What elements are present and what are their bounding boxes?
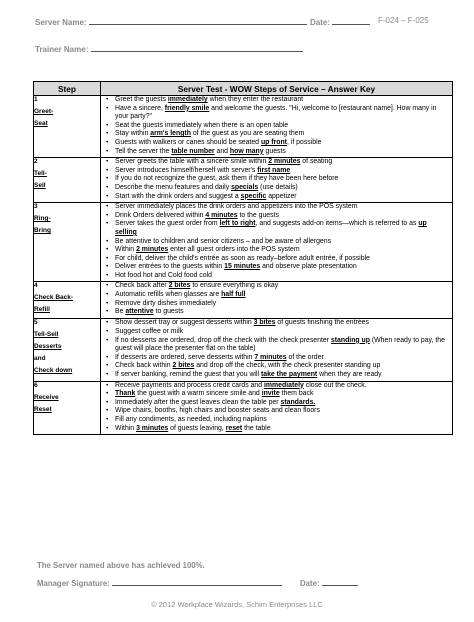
item-text: , if possible — [286, 138, 322, 146]
copyright-notice: © 2012 Workplace Wizards, Schim Enterprises LLC — [151, 600, 323, 609]
step-items-list — [101, 382, 452, 435]
server-name-label: Server Name: — [35, 18, 87, 27]
list-item — [101, 416, 450, 425]
bullet-icon: • — [106, 203, 109, 211]
signature-date-field — [300, 577, 358, 588]
bullet-icon: • — [106, 147, 109, 155]
bullet-icon: • — [106, 353, 109, 361]
step-cell — [34, 203, 101, 282]
list-item — [101, 167, 450, 176]
step-items-cell — [101, 203, 453, 282]
bullet-icon: • — [106, 158, 109, 166]
list-item — [101, 399, 450, 408]
key-term: attentive — [125, 308, 154, 316]
item-text: Receive payments and process credit cards and — [115, 381, 264, 389]
item-text: Immediately after the guest leaves clean the table per — [115, 398, 281, 406]
list-item — [101, 130, 450, 139]
item-text: If server banking, remind the guest that you will — [115, 371, 261, 379]
item-text: of guests finishing the entrées — [275, 319, 369, 327]
step-label: Ring- — [34, 215, 51, 223]
step-items-list — [101, 319, 452, 380]
item-text: Start with the drink orders and suggest a — [115, 192, 241, 200]
table-row — [34, 282, 453, 319]
item-text: (use details) — [258, 183, 298, 191]
bullet-icon: • — [106, 416, 109, 423]
key-term: first name — [257, 166, 291, 174]
key-term: how many — [229, 147, 264, 155]
list-item — [101, 246, 450, 255]
item-text: Server greets the table with a sincere smile within — [115, 158, 269, 166]
step-items-cell — [101, 158, 453, 203]
item-text: Within — [115, 424, 137, 432]
item-text: to the guests — [237, 211, 279, 219]
item-text: of seating — [300, 158, 333, 166]
bullet-icon: • — [106, 138, 109, 146]
key-term: standards. — [280, 398, 316, 406]
step-number: 5 — [34, 319, 38, 327]
item-text: Show dessert tray or suggest desserts within — [115, 319, 254, 327]
table-body — [34, 96, 453, 435]
list-item — [101, 96, 450, 105]
item-text: the guest with a warm sincere smile and — [135, 390, 262, 398]
column-header-step: Step — [34, 82, 101, 96]
list-item — [101, 319, 450, 328]
list-item — [101, 407, 450, 416]
key-term: 2 minutes — [136, 246, 169, 254]
key-term: invite — [261, 390, 280, 398]
list-item — [101, 193, 450, 202]
key-term: take the payment — [260, 371, 318, 379]
step-label: Tell- — [34, 170, 47, 178]
table-row — [34, 158, 453, 203]
table-row — [34, 319, 453, 381]
item-text: the table — [242, 424, 271, 432]
step-label: Tell-Sell — [34, 331, 59, 339]
answer-key-table — [33, 81, 453, 435]
list-item — [101, 328, 450, 337]
bullet-icon: • — [106, 130, 109, 138]
step-label: Sell — [34, 182, 46, 190]
bullet-icon: • — [106, 96, 109, 103]
item-text: appetizer — [266, 192, 297, 200]
table-row — [34, 381, 453, 435]
list-item — [101, 148, 450, 157]
list-item — [101, 175, 450, 184]
item-text: Within — [115, 246, 137, 254]
list-item — [101, 238, 450, 247]
bullet-icon: • — [106, 291, 109, 299]
bullet-icon: • — [106, 263, 109, 271]
date-field — [310, 16, 370, 27]
list-item — [101, 291, 450, 300]
step-items-list — [101, 158, 452, 202]
item-text: of guests leaving, — [168, 424, 226, 432]
bullet-icon: • — [106, 183, 109, 191]
bullet-icon: • — [106, 362, 109, 370]
step-cell — [34, 96, 101, 158]
item-text: Check back after — [115, 282, 169, 290]
item-text: Stay within — [115, 130, 151, 138]
form-numbers: F-024 – F-025 — [378, 16, 429, 25]
bullet-icon: • — [106, 319, 109, 327]
list-item — [101, 263, 450, 272]
bullet-icon: • — [106, 254, 109, 262]
bullet-icon: • — [106, 407, 109, 415]
key-term: standing up — [330, 336, 370, 344]
item-text: If you do not recognize the guest, ask them if they have been here before — [115, 175, 339, 183]
key-term: Thank — [115, 390, 136, 398]
key-term: friendly smile — [164, 104, 210, 112]
key-term: immediately — [167, 96, 208, 103]
step-number: 2 — [34, 158, 38, 166]
step-number: 6 — [34, 381, 38, 389]
item-text: when they enter the restaurant — [207, 96, 304, 103]
trainer-name-field — [35, 43, 303, 54]
key-term: 2 bites — [172, 362, 195, 370]
item-text: Seat the guests immediately when there is an open table — [115, 121, 289, 129]
item-text: Wipe chairs, booths, high chairs and booster seats and clean floors — [115, 407, 320, 415]
item-text: and drop off the check, with the check presenter standing up — [194, 362, 381, 370]
step-cell — [34, 158, 101, 203]
key-term: 2 minutes — [268, 158, 301, 166]
list-item — [101, 212, 450, 221]
date-label: Date: — [310, 18, 331, 27]
bullet-icon: • — [106, 166, 109, 174]
bullet-icon: • — [106, 271, 109, 279]
step-number: 1 — [34, 96, 38, 103]
trainer-name-line — [91, 43, 303, 52]
key-term: specific — [240, 192, 267, 200]
bullet-icon: • — [106, 381, 109, 389]
item-text: to ensure everything is okay — [190, 282, 279, 290]
bullet-icon: • — [106, 328, 109, 336]
item-text: Tell the server the — [115, 147, 172, 155]
item-text: Be — [115, 308, 126, 316]
item-text: Be attentive to children and senior citizens – and be aware of allergens — [115, 237, 332, 245]
key-term: immediately — [264, 381, 304, 389]
list-item — [101, 371, 450, 380]
item-text: Greet the guests — [115, 96, 168, 103]
item-text: and observe plate presentation — [260, 263, 357, 271]
item-text: Describe the menu features and daily — [115, 183, 232, 191]
list-item — [101, 272, 450, 281]
item-text: For child, deliver the child's entrée as soon as ready–before adult entrée, if possible — [115, 254, 370, 262]
key-term: 3 bites — [253, 319, 276, 327]
list-item — [101, 354, 450, 363]
list-item — [101, 337, 450, 354]
item-text: If no desserts are ordered, drop off the check with the check presenter — [115, 336, 331, 344]
list-item — [101, 362, 450, 371]
bullet-icon: • — [106, 424, 109, 432]
item-text: Guests with walkers or canes should be seated — [115, 138, 261, 146]
key-term: left to right — [219, 220, 256, 228]
bullet-icon: • — [106, 282, 109, 290]
manager-signature-line — [112, 577, 282, 586]
item-text: If desserts are ordered, serve desserts within — [115, 353, 255, 361]
item-text: when they are ready — [317, 371, 382, 379]
key-term: 15 minutes — [224, 263, 261, 271]
list-item — [101, 158, 450, 167]
table-row — [34, 96, 453, 158]
item-text: Fill any condiments, as needed, including napkins — [115, 416, 267, 423]
bullet-icon: • — [106, 308, 109, 316]
bullet-icon: • — [106, 211, 109, 219]
list-item — [101, 425, 450, 434]
list-item — [101, 255, 450, 264]
list-item — [101, 282, 450, 291]
key-term: arm's length — [150, 130, 191, 138]
list-item — [101, 382, 450, 391]
key-term: 7 minutes — [254, 353, 287, 361]
step-cell — [34, 381, 101, 435]
bullet-icon: • — [106, 237, 109, 245]
bullet-icon: • — [106, 371, 109, 379]
list-item — [101, 105, 450, 122]
signature-date-label: Date: — [300, 579, 320, 588]
key-term: half full — [221, 291, 246, 299]
step-cell — [34, 319, 101, 381]
item-text: (When ready to pay, the guest will place the presenter flat on the table) — [115, 336, 445, 353]
list-item — [101, 220, 450, 237]
item-text: Hot food hot and Cold food cold — [115, 271, 212, 279]
step-items-list — [101, 203, 452, 281]
item-text: Server takes the guest order from — [115, 220, 220, 228]
step-label: Check down — [34, 367, 73, 375]
item-text: Automatic refills when glasses are — [115, 291, 222, 299]
item-text: Remove dirty dishes immediately — [115, 299, 217, 307]
date-line — [332, 16, 370, 25]
step-label: Check Back- — [34, 294, 74, 302]
bullet-icon: • — [106, 299, 109, 307]
step-items-list — [101, 96, 452, 157]
step-items-cell — [101, 96, 453, 158]
table-header-row — [34, 82, 453, 96]
step-number: 3 — [34, 203, 38, 211]
item-text: Have a sincere, — [115, 104, 165, 112]
achievement-statement: The Server named above has achieved 100%. — [37, 561, 205, 570]
key-term: specials — [231, 183, 259, 191]
bullet-icon: • — [106, 175, 109, 183]
step-label: Receive — [34, 393, 59, 401]
list-item — [101, 308, 450, 317]
trainer-name-label: Trainer Name: — [35, 45, 89, 54]
item-text: , and suggests add-on items—which is referred to as — [255, 220, 419, 228]
table-row — [34, 203, 453, 282]
key-term: reset — [225, 424, 243, 432]
bullet-icon: • — [106, 121, 109, 129]
signature-date-line — [322, 577, 358, 586]
step-label: Refill — [34, 306, 50, 314]
step-label: Reset — [34, 405, 52, 413]
item-text: and — [214, 147, 230, 155]
key-term: up front — [260, 138, 287, 146]
item-text: guests — [263, 147, 286, 155]
step-number: 4 — [34, 282, 38, 290]
item-text: them back — [279, 390, 314, 398]
server-name-field — [35, 16, 307, 27]
server-name-line — [89, 16, 307, 25]
step-label: Desserts — [34, 343, 62, 351]
item-text: to guests — [153, 308, 184, 316]
item-text: Drink Orders delivered within — [115, 211, 206, 219]
bullet-icon: • — [106, 192, 109, 200]
item-text: Deliver entrées to the guests within — [115, 263, 225, 271]
item-text: of the guest as you are seating them — [190, 130, 305, 138]
list-item — [101, 184, 450, 193]
bullet-icon: • — [106, 398, 109, 406]
list-item — [101, 203, 450, 212]
step-connector: and — [34, 355, 46, 363]
bullet-icon: • — [106, 390, 109, 398]
column-header-title: Server Test - WOW Steps of Service – Answer Key — [101, 82, 453, 96]
list-item — [101, 390, 450, 399]
list-item — [101, 300, 450, 309]
key-term: 4 minutes — [205, 211, 238, 219]
list-item — [101, 139, 450, 148]
key-term: up selling — [115, 220, 427, 236]
item-text: Check back within — [115, 362, 173, 370]
step-label: Seat — [34, 120, 48, 127]
step-items-cell — [101, 282, 453, 319]
item-text: Server introduces himself/herself with server's — [115, 166, 258, 174]
step-items-cell — [101, 319, 453, 381]
key-term: 2 bites — [168, 282, 191, 290]
bullet-icon: • — [106, 220, 109, 228]
bullet-icon: • — [106, 336, 109, 344]
step-cell — [34, 282, 101, 319]
step-items-list — [101, 282, 452, 317]
item-text: enter all guest orders into the POS system — [168, 246, 300, 254]
key-term: table number — [171, 147, 215, 155]
bullet-icon: • — [106, 246, 109, 254]
manager-signature-field — [37, 577, 282, 588]
item-text: close out the check. — [303, 381, 367, 389]
bullet-icon: • — [106, 104, 109, 112]
key-term: 3 minutes — [136, 424, 169, 432]
manager-signature-label: Manager Signature: — [37, 579, 110, 588]
step-label: Bring — [34, 227, 51, 235]
item-text: of the order — [286, 353, 324, 361]
step-label: Greet- — [34, 108, 54, 115]
list-item — [101, 122, 450, 131]
step-items-cell — [101, 381, 453, 435]
item-text: Server immediately places the drink orders and appetizers into the POS system — [115, 203, 358, 211]
item-text: and welcome the guests. "Hi, welcome to [restaurant name]. How many in your party?" — [115, 104, 437, 121]
item-text: Suggest coffee or milk — [115, 328, 184, 336]
